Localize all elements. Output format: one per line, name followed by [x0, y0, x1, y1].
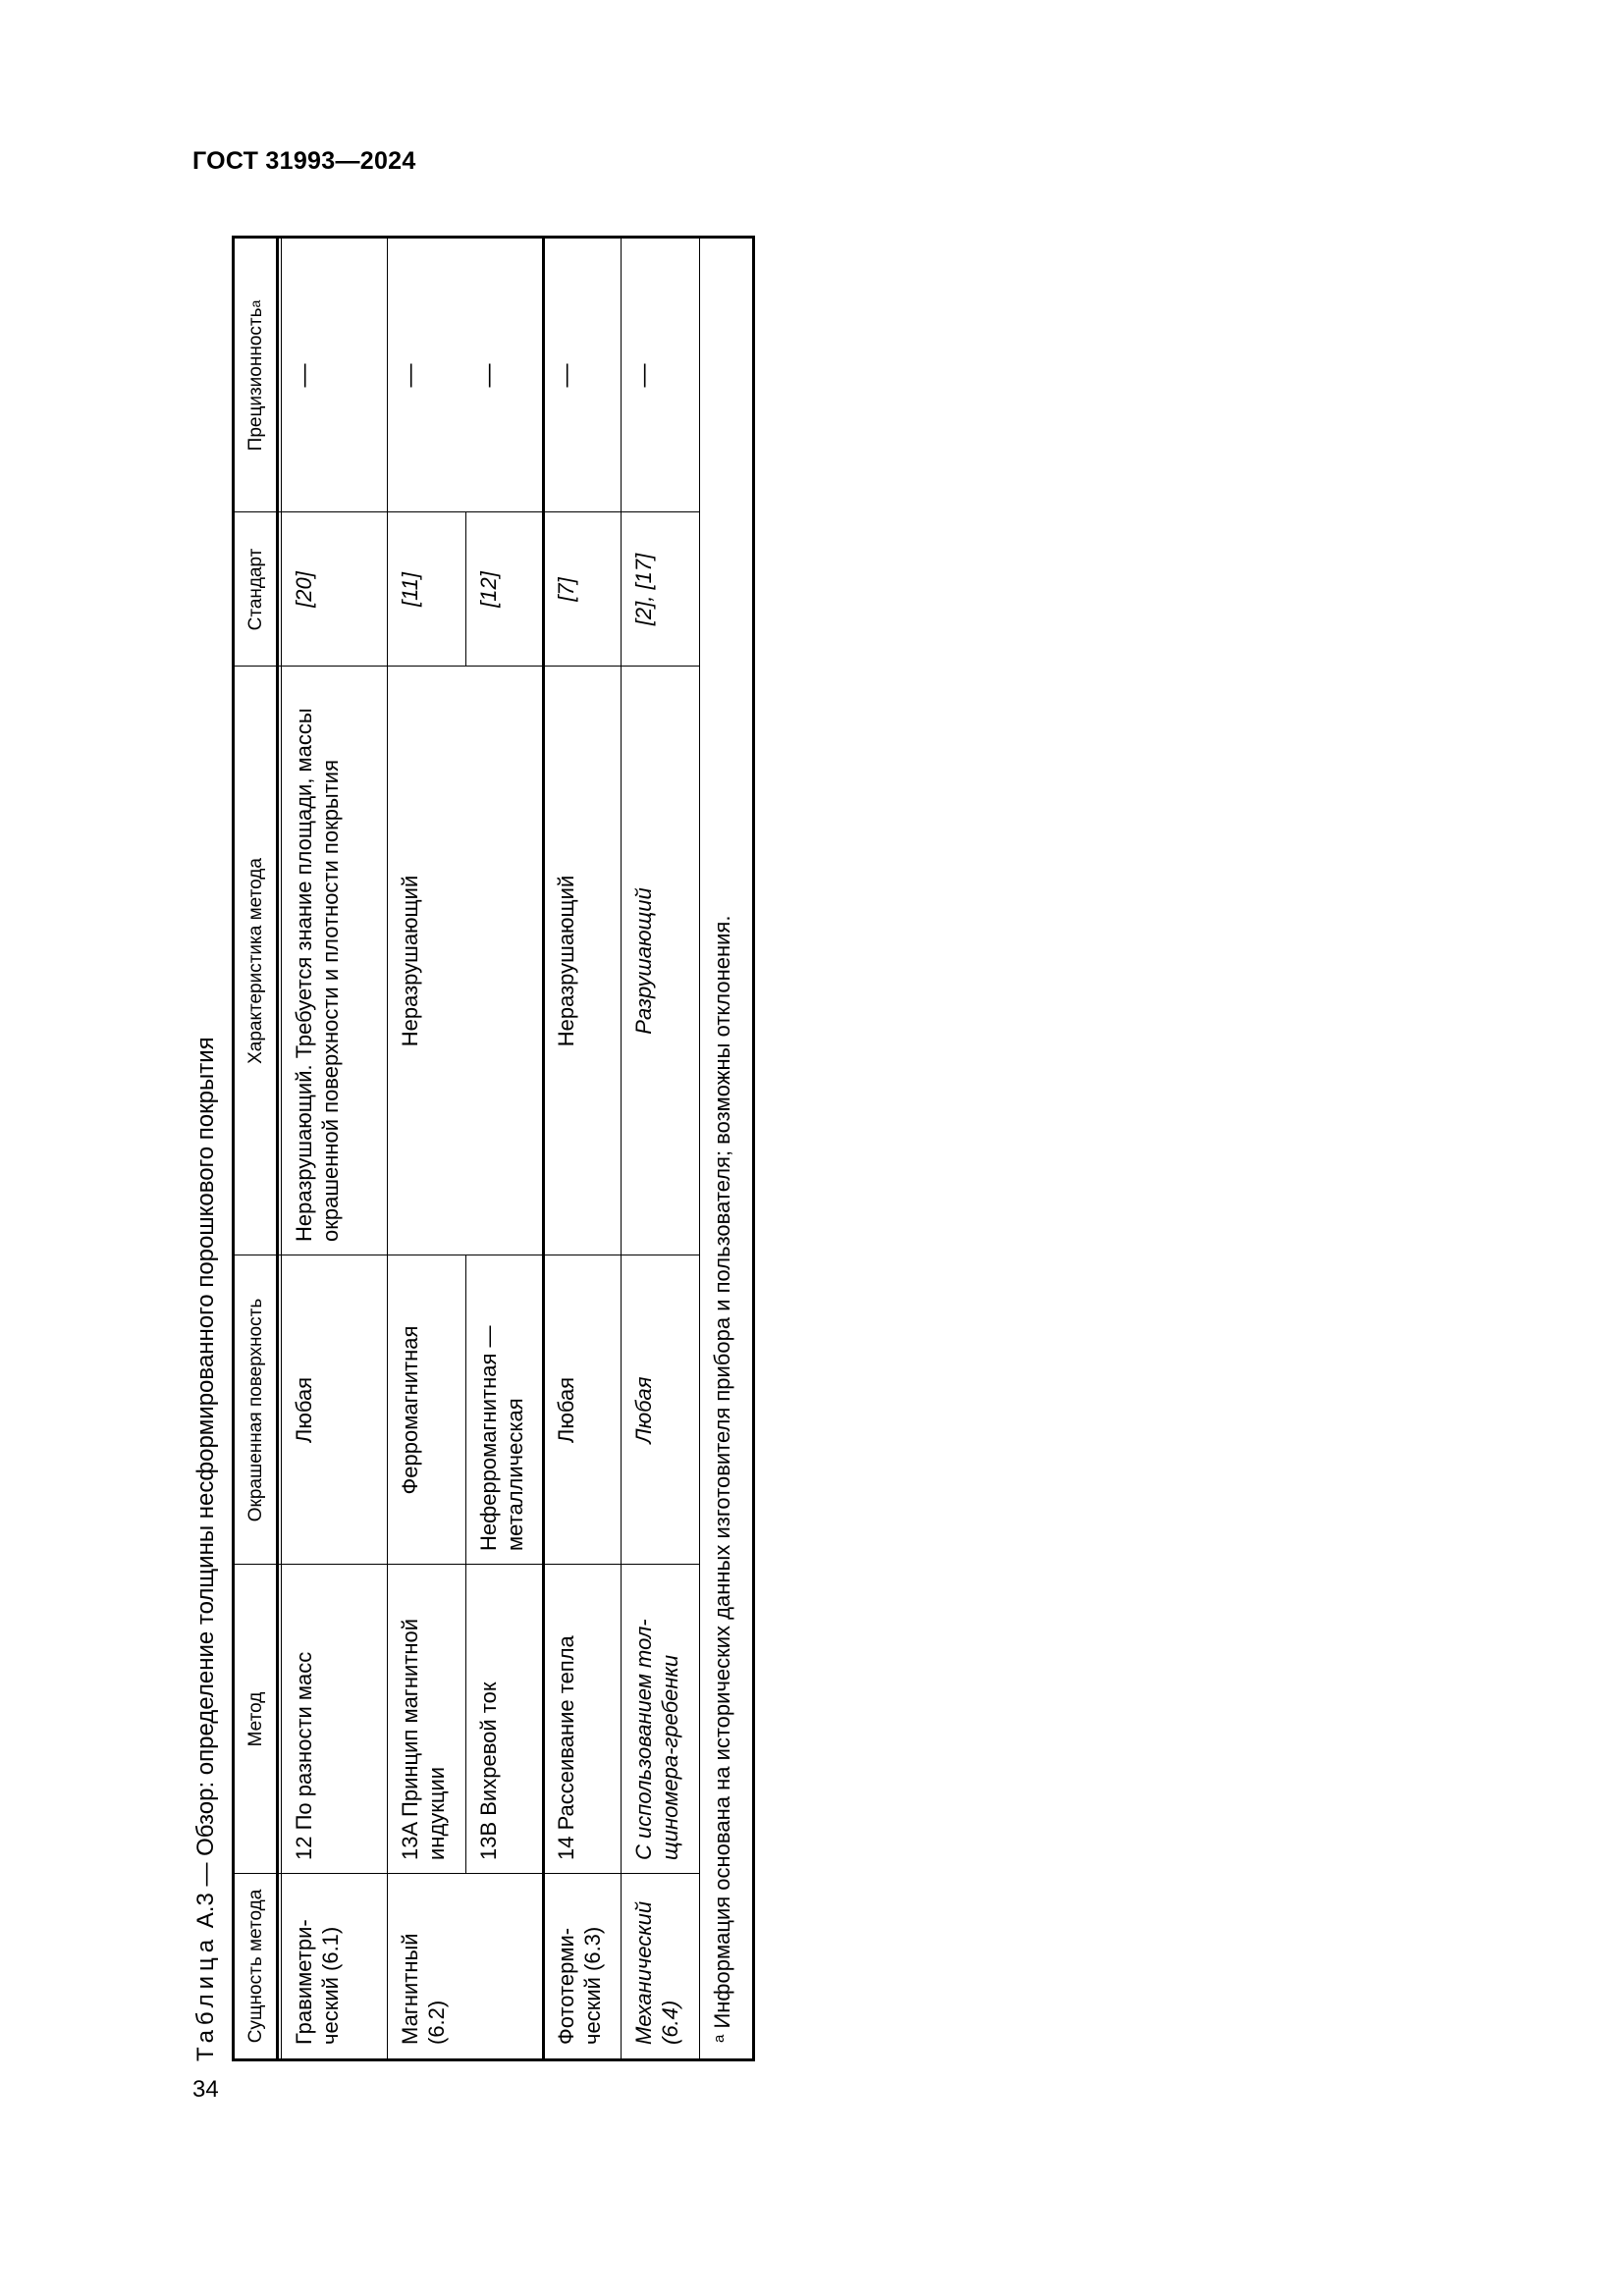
mechanical-standard: [2], [17]	[631, 553, 656, 626]
table-caption-label: Таблица	[192, 1934, 219, 2061]
photothermal-precision: —	[553, 363, 579, 388]
magnetic-b-method: 13B Вихревой ток	[476, 1682, 501, 1860]
gravimetric-precision: —	[291, 363, 317, 388]
header-method: Метод	[244, 1691, 266, 1747]
magnetic-b-precision: —	[475, 363, 502, 388]
data-table	[232, 236, 755, 2061]
footnote-text: Информация основана на исторических данных изготовителя прибора и пользователя; возможны отклонения.	[710, 915, 734, 2029]
header-standard: Стандарт	[244, 548, 266, 631]
mechanical-precision: —	[630, 363, 657, 388]
gravimetric-essence: Гравиметри-ческий (6.1)	[292, 1919, 343, 2045]
header-surface: Окрашенная поверхность	[244, 1298, 266, 1522]
mechanical-method: С использованием тол-щиномера-гребенки	[631, 1619, 682, 1860]
magnetic-b-surface: Неферромагнитная — металлическая	[476, 1325, 527, 1551]
gravimetric-characteristic: Неразрушающий. Требуется знание площади, массы окрашенной поверхности и плотности покрытия	[292, 708, 343, 1242]
header-characteristic: Характеристика метода	[244, 858, 266, 1064]
magnetic-a-standard: [11]	[398, 571, 422, 608]
magnetic-a-precision: —	[397, 363, 423, 388]
rotated-table-block	[185, 226, 754, 2061]
magnetic-essence: Магнитный (6.2)	[398, 1933, 449, 2045]
document-header: ГОСТ 31993—2024	[192, 147, 416, 175]
header-precision-label: Прецизионность	[244, 307, 266, 452]
header-essence: Сущность метода	[244, 1889, 266, 2044]
magnetic-b-standard: [12]	[476, 571, 501, 608]
magnetic-characteristic: Неразрушающий	[398, 875, 422, 1047]
table-footnote	[700, 239, 755, 2058]
mechanical-characteristic: Разрушающий	[631, 887, 656, 1035]
table-caption	[192, 1037, 220, 2061]
gravimetric-standard: [20]	[292, 571, 316, 608]
magnetic-a-surface: Ферромагнитная	[398, 1325, 422, 1495]
photothermal-essence: Фототерми-ческий (6.3)	[554, 1926, 605, 2045]
header-precision-mark: а	[246, 299, 263, 308]
magnetic-a-method: 13A Принцип магнитной индукции	[398, 1618, 449, 1860]
mechanical-essence: Механический (6.4)	[631, 1900, 682, 2045]
gravimetric-method: 12 По разности масс	[292, 1651, 316, 1860]
table-caption-text: А.3 — Обзор: определение толщины несформированного порошкового покрытия	[192, 1037, 219, 1929]
footnote-mark: а	[711, 2034, 728, 2043]
photothermal-surface: Любая	[554, 1376, 578, 1444]
mechanical-surface: Любая	[631, 1376, 656, 1444]
photothermal-standard: [7]	[554, 577, 578, 602]
photothermal-characteristic: Неразрушающий	[554, 875, 578, 1047]
header-precision	[235, 239, 276, 512]
page-number: 34	[192, 2076, 219, 2103]
photothermal-method: 14 Рассеивание тепла	[554, 1635, 578, 1860]
gravimetric-surface: Любая	[292, 1376, 316, 1444]
